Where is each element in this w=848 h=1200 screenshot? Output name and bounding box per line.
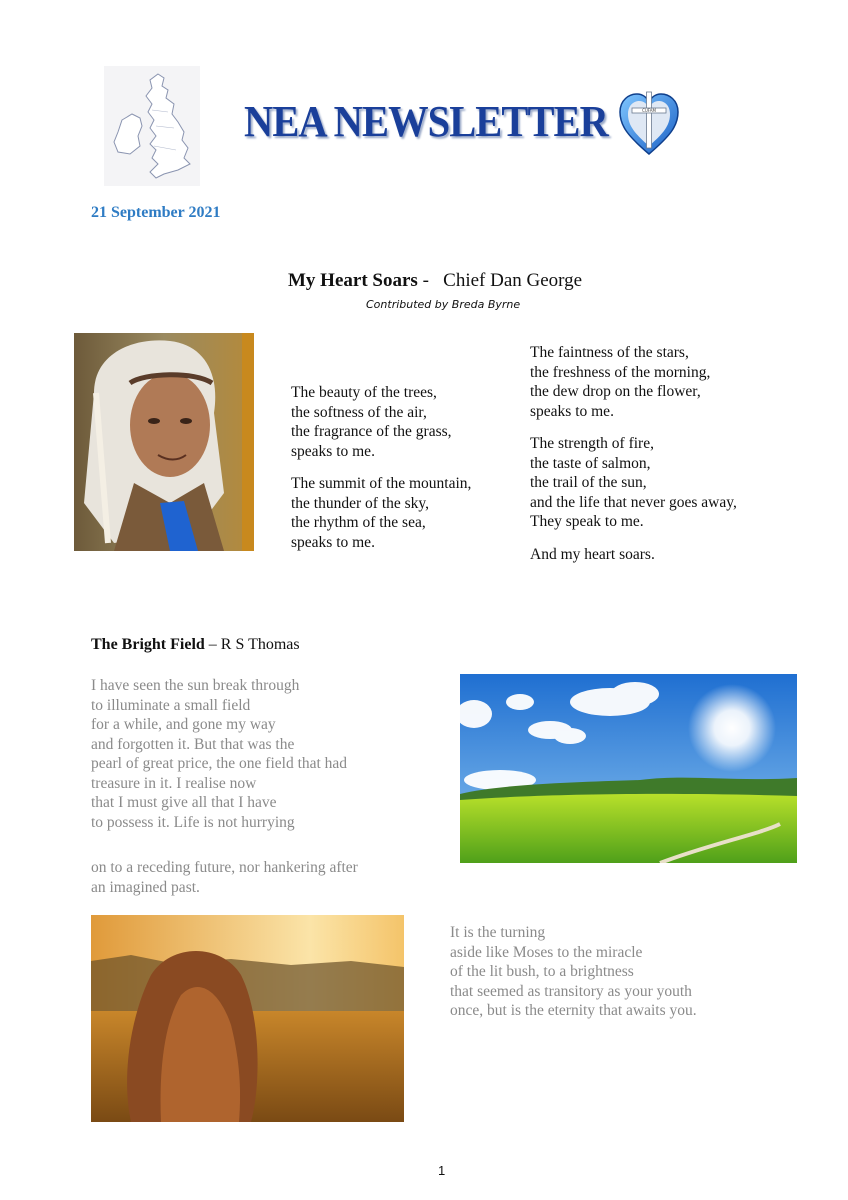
poem1-stanza-3 bbox=[530, 343, 737, 421]
page-number: 1 bbox=[438, 1163, 446, 1178]
poem1-separator: - bbox=[417, 270, 444, 291]
poem-line: aside like Moses to the miracle bbox=[450, 943, 643, 961]
poem1-heading bbox=[288, 270, 582, 292]
poem-line: the softness of the air, bbox=[291, 403, 427, 421]
poem1-stanza-5 bbox=[530, 545, 737, 565]
poem-line: that seemed as transitory as your youth bbox=[450, 982, 692, 1000]
poem2-block-3 bbox=[450, 923, 697, 1021]
poem-line: the dew drop on the flower, bbox=[530, 383, 701, 400]
poem-line: The faintness of the stars, bbox=[530, 344, 689, 361]
poem2-title: The Bright Field bbox=[91, 636, 205, 653]
poem-line: and the life that never goes away, bbox=[530, 493, 737, 511]
poem-line: on to a receding future, nor hankering after bbox=[91, 859, 358, 876]
poem-line: The summit of the mountain, bbox=[291, 475, 472, 492]
poem-line: treasure in it. I realise now bbox=[91, 774, 257, 792]
poem-line: The beauty of the trees, bbox=[291, 384, 437, 401]
girl-in-field-photo bbox=[91, 915, 404, 1122]
uk-ireland-map-image bbox=[104, 66, 200, 186]
poem-line: of the lit bush, to a brightness bbox=[450, 963, 634, 980]
poem-line: once, but is the eternity that awaits you. bbox=[450, 1002, 697, 1019]
poem1-title: My Heart Soars bbox=[288, 270, 418, 291]
chief-dan-george-photo bbox=[74, 333, 254, 551]
poem2-author: – R S Thomas bbox=[204, 636, 300, 653]
poem1-stanza-2 bbox=[291, 474, 471, 552]
poem-line: And my heart soars. bbox=[530, 545, 655, 563]
poem1-author: Chief Dan George bbox=[443, 270, 583, 291]
poem-line: It is the turning bbox=[450, 924, 546, 941]
poem-line: The strength of fire, bbox=[530, 435, 654, 452]
poem-line: speaks to me. bbox=[530, 402, 614, 420]
poem1-right-column bbox=[530, 343, 737, 564]
poem1-stanza-1 bbox=[291, 383, 471, 461]
poem-line: the thunder of the sky, bbox=[291, 494, 430, 512]
poem-line: for a while, and gone my way bbox=[91, 716, 276, 733]
sunny-field-photo bbox=[460, 674, 797, 863]
poem-line: to possess it. Life is not hurrying bbox=[91, 813, 295, 831]
poem-line: I have seen the sun break through bbox=[91, 677, 300, 694]
poem-line: speaks to me. bbox=[291, 442, 375, 460]
poem-line: the fragrance of the grass, bbox=[291, 423, 452, 440]
poem-line: the rhythm of the sea, bbox=[291, 514, 426, 531]
poem-line: the trail of the sun, bbox=[530, 474, 647, 491]
poem-line: and forgotten it. But that was the bbox=[91, 735, 295, 753]
poem-line: to illuminate a small field bbox=[91, 696, 251, 714]
poem1-left-column bbox=[291, 383, 471, 552]
poem-line: pearl of great price, the one field that had bbox=[91, 755, 348, 772]
poem-line: an imagined past. bbox=[91, 878, 200, 896]
poem2-block-2 bbox=[91, 858, 358, 897]
svg-text:CUFAM: CUFAM bbox=[642, 108, 656, 113]
heart-cross-emblem bbox=[618, 88, 680, 158]
poem2-block-1 bbox=[91, 676, 347, 832]
issue-date: 21 September 2021 bbox=[91, 204, 221, 221]
poem1-contributor: Contributed by Breda Byrne bbox=[366, 298, 521, 311]
poem-line: speaks to me. bbox=[291, 533, 375, 551]
poem-line: the taste of salmon, bbox=[530, 454, 651, 472]
poem-line: that I must give all that I have bbox=[91, 794, 277, 811]
newsletter-title: NEA NEWSLETTER bbox=[244, 97, 608, 146]
poem1-stanza-4 bbox=[530, 434, 737, 532]
poem-line: They speak to me. bbox=[530, 513, 644, 530]
poem2-heading bbox=[91, 636, 300, 654]
poem-line: the freshness of the morning, bbox=[530, 363, 711, 381]
